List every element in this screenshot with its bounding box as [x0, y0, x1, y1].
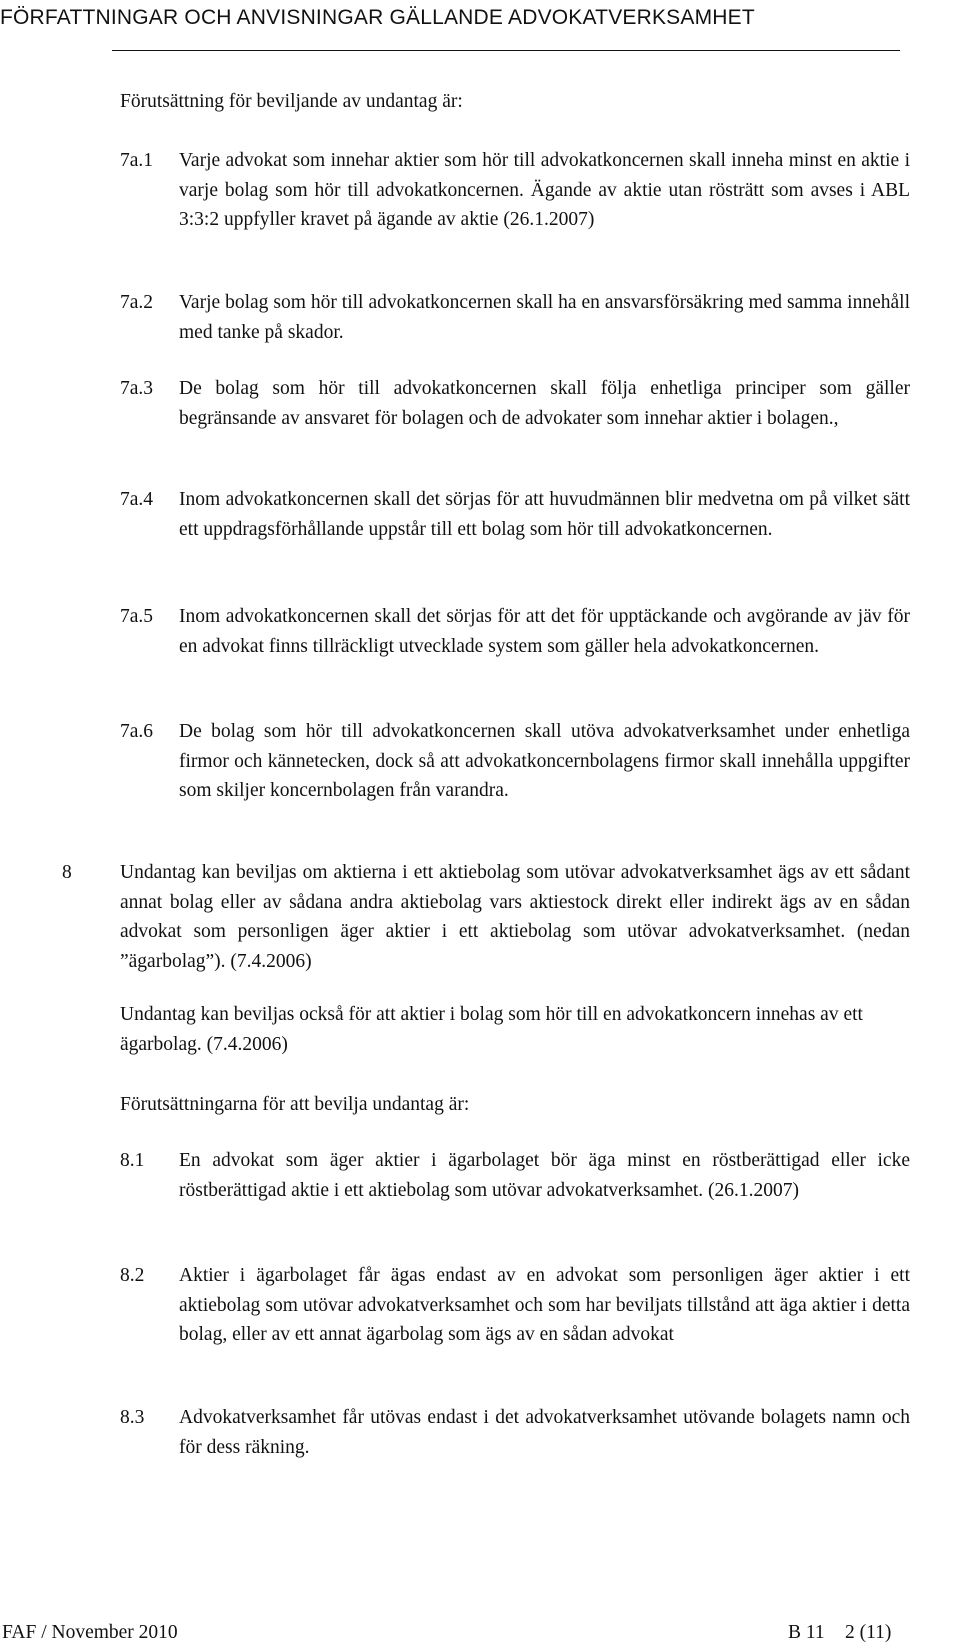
item-text: Undantag kan beviljas om aktierna i ett aktiebolag som utövar advokatverksamhet ägs av ett sådant annat bolag eller av sådana andra aktiebolag vars aktiestock direkt eller indirekt ägs av en sådan advokat som personligen äger aktier i ett aktiebolag som utövar advokatverksamhet. (nedan ”ägarbolag”). (7.4.2006) — [120, 862, 910, 972]
list-item-7a-2 — [120, 288, 910, 347]
list-item-7a-5 — [120, 602, 910, 661]
item-text: Advokatverksamhet får utövas endast i det advokatverksamhet utövande bolagets namn och för dess räkning. — [179, 1407, 910, 1458]
list-item-8-1 — [120, 1146, 910, 1205]
item-number: 7a.6 — [120, 721, 154, 742]
item-number: 7a.3 — [120, 378, 154, 399]
item-text: En advokat som äger aktier i ägarbolaget bör äga minst en röstberättigad eller icke röstberättigad aktie i ett aktiebolag som utövar advokatverksamhet. (26.1.2007) — [179, 1150, 910, 1201]
item-number: 7a.1 — [120, 150, 154, 171]
item-number: 7a.5 — [120, 606, 154, 627]
footer-publication: FAF / November 2010 — [2, 1622, 178, 1643]
intro-8: Förutsättningarna för att bevilja undantag är: — [120, 1094, 470, 1115]
item-number: 7a.2 — [120, 292, 154, 313]
item-text: Varje bolag som hör till advokatkoncernen skall ha en ansvarsförsäkring med samma innehåll med tanke på skador. — [179, 292, 910, 343]
item-number: 8.3 — [120, 1407, 145, 1428]
item-number: 8.1 — [120, 1150, 145, 1171]
list-item-7a-1 — [120, 146, 910, 235]
item-number: 8.2 — [120, 1265, 145, 1286]
header-divider — [112, 50, 900, 51]
list-item-8-2 — [120, 1261, 910, 1350]
list-item-7a-6 — [120, 717, 910, 806]
item-number: 8 — [62, 862, 72, 883]
footer-page-number: 2 (11) — [845, 1622, 892, 1643]
item-text: Varje advokat som innehar aktier som hör till advokatkoncernen skall inneha minst en aktie i varje bolag som hör till advokatkoncernen. Ägande av aktie utan rösträtt som avses i ABL 3:3:2 uppfyller kravet på ägande av aktie (26.1.2007) — [179, 150, 910, 230]
list-item-7a-3 — [120, 374, 910, 433]
page-header: FÖRFATTNINGAR OCH ANVISNINGAR GÄLLANDE ADVOKATVERKSAMHET — [0, 6, 755, 29]
list-item-8 — [62, 858, 910, 976]
item-text: De bolag som hör till advokatkoncernen skall utöva advokatverksamhet under enhetliga firmor och kännetecken, dock så att advokatkoncernbolagens firmor skall innehålla uppgifter som skiljer koncernbolagen från varandra. — [179, 721, 910, 801]
list-item-7a-4 — [120, 485, 910, 544]
item-text: Inom advokatkoncernen skall det sörjas för att det för upptäckande och avgörande av jäv för en advokat finns tillräckligt utvecklade system som gäller hela advokatkoncernen. — [179, 606, 910, 657]
item-text: Aktier i ägarbolaget får ägas endast av en advokat som personligen äger aktier i ett aktiebolag som utövar advokatverksamhet och som har beviljats tillstånd att äga aktier i detta bolag, eller av ett annat ägarbolag som ägs av en sådan advokat — [179, 1265, 910, 1345]
list-item-8-3 — [120, 1403, 910, 1462]
intro-7a: Förutsättning för beviljande av undantag är: — [120, 91, 463, 112]
item-text: Inom advokatkoncernen skall det sörjas för att huvudmännen blir medvetna om på vilket sätt ett uppdragsförhållande uppstår till ett bolag som hör till advokatkoncernen. — [179, 489, 910, 540]
item-number: 7a.4 — [120, 489, 154, 510]
paragraph-8-b: Undantag kan beviljas också för att aktier i bolag som hör till en advokatkoncern innehas av ett ägarbolag. (7.4.2006) — [120, 1004, 863, 1055]
footer-section: B 11 — [788, 1622, 825, 1643]
item-text: De bolag som hör till advokatkoncernen skall följa enhetliga principer som gäller begränsande av ansvaret för bolagen och de advokater som innehar aktier i bolagen., — [179, 378, 910, 429]
